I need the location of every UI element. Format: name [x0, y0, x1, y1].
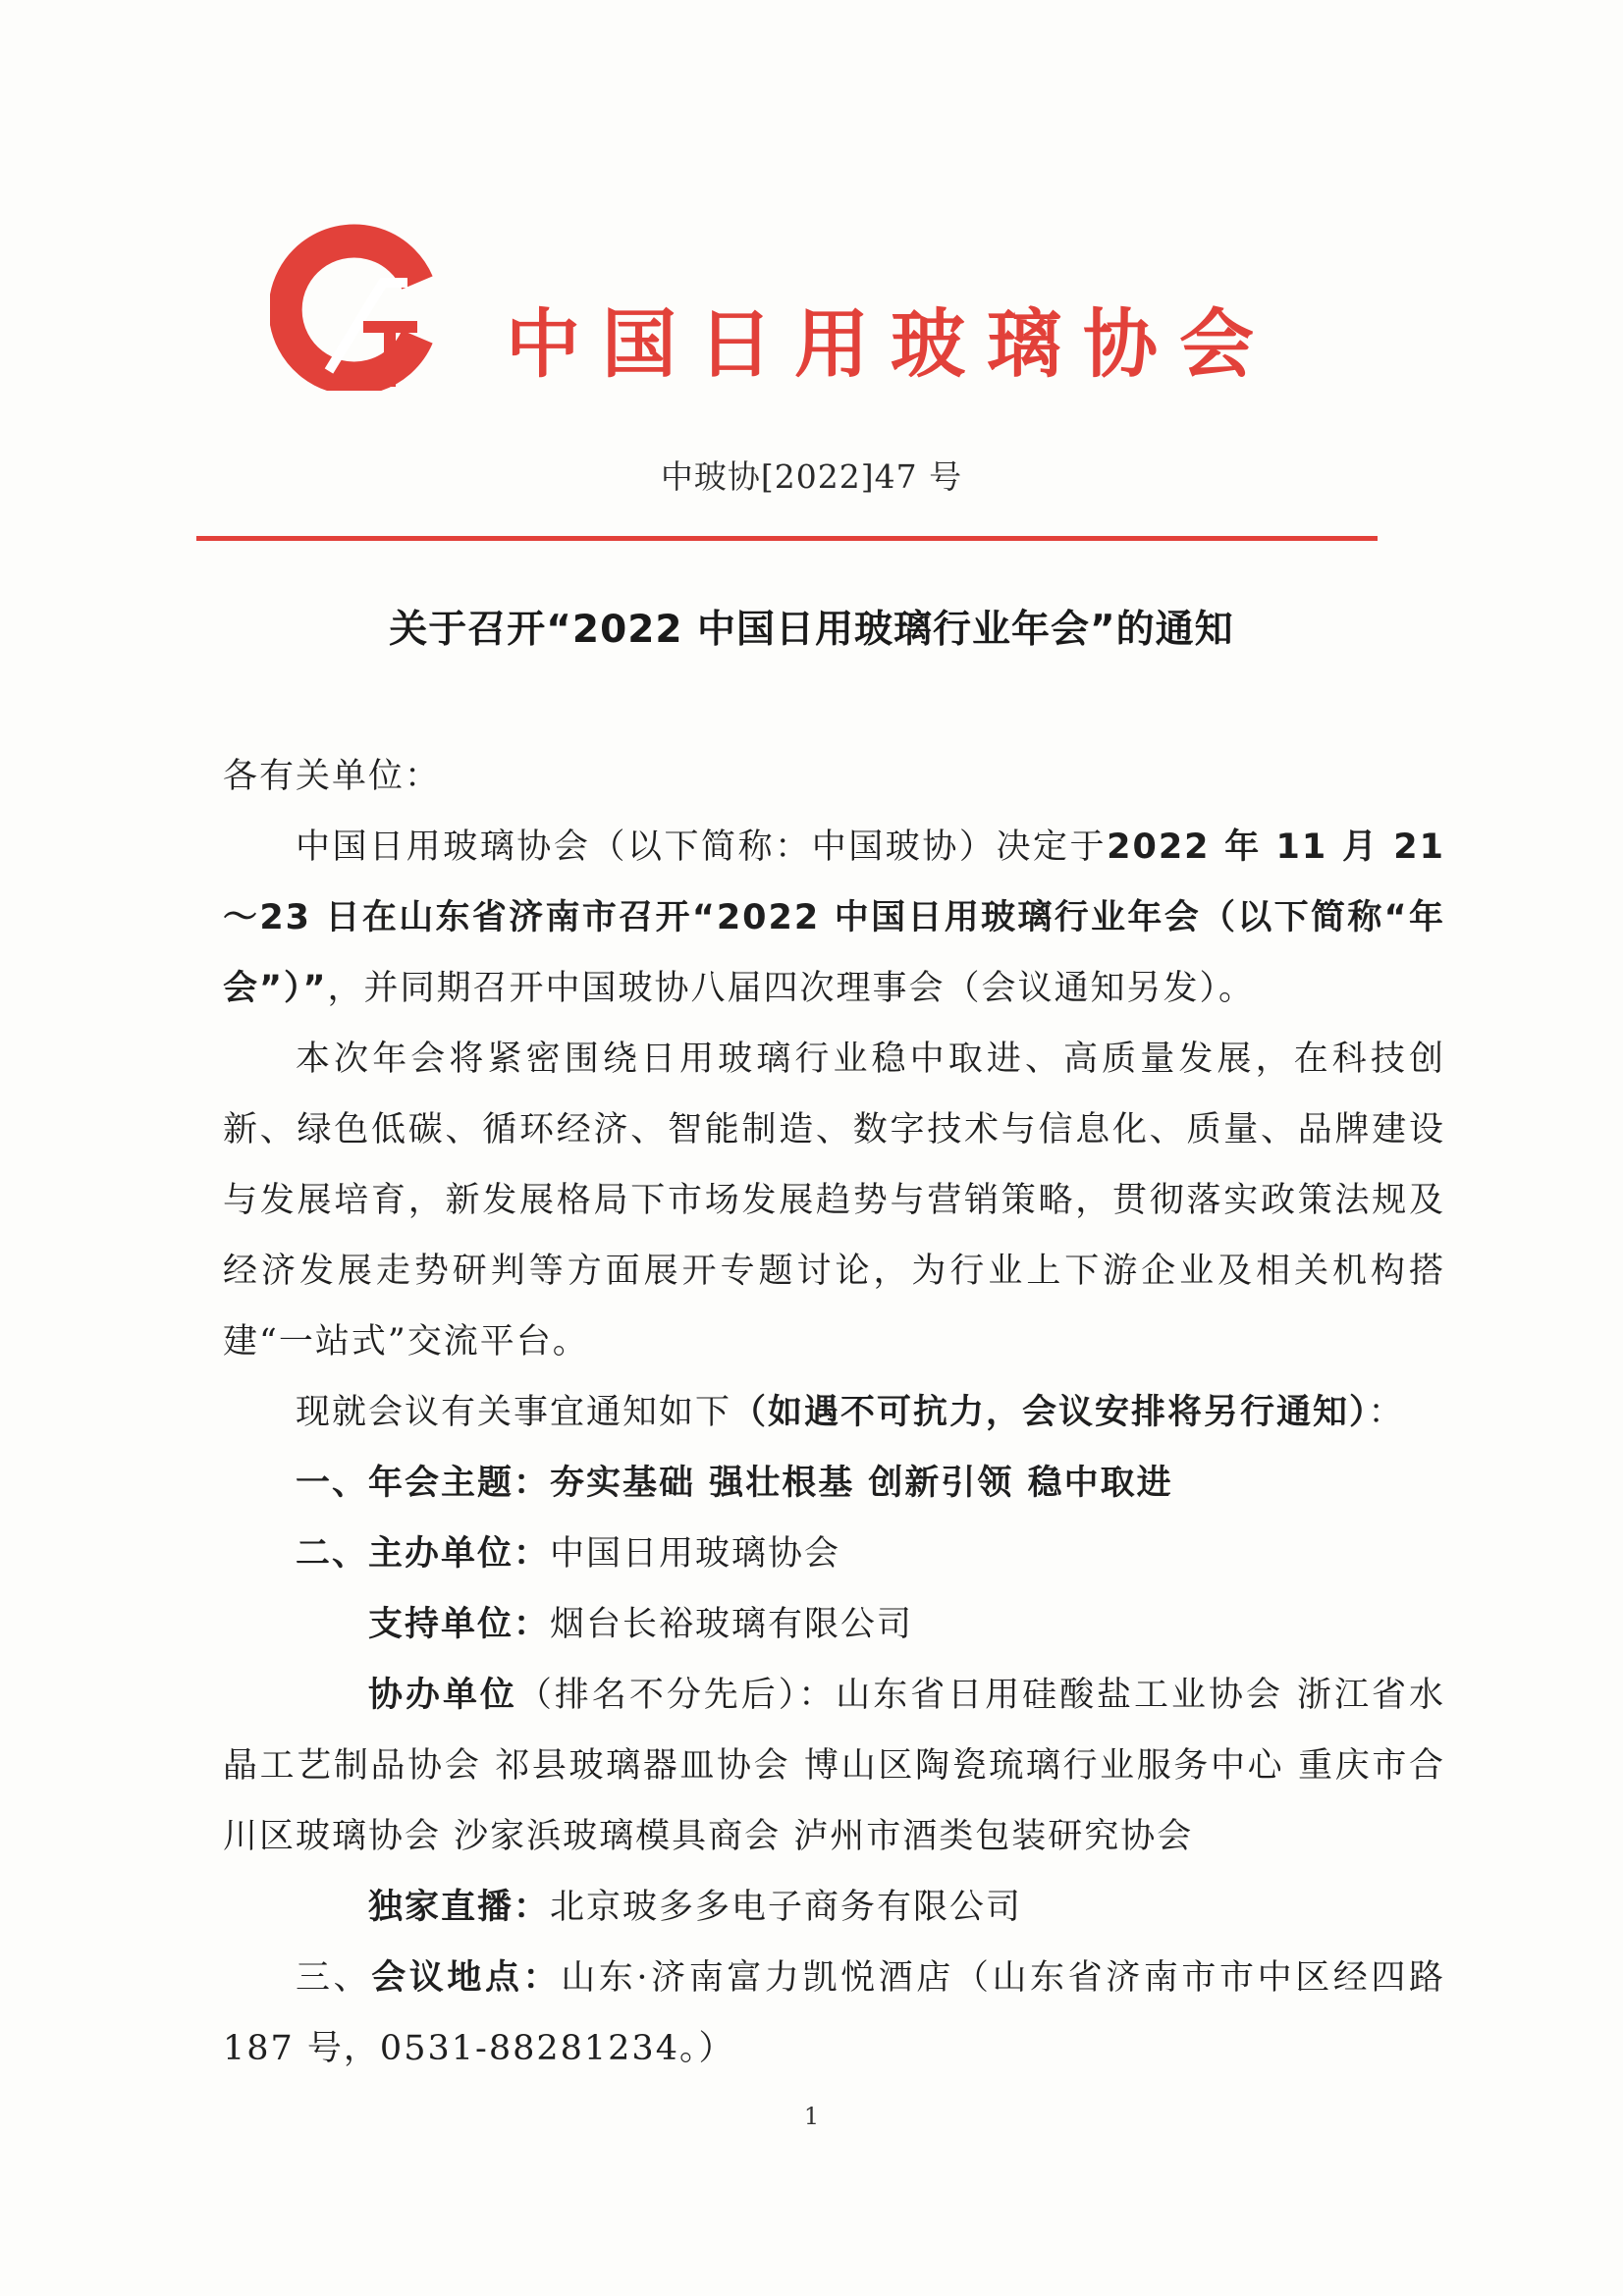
- live-value: 北京玻多多电子商务有限公司: [550, 1888, 1023, 1927]
- live-label: 独家直播：: [368, 1888, 551, 1927]
- organizer-value: 中国日用玻璃协会: [550, 1534, 841, 1574]
- venue-label-number: 三、: [296, 1958, 372, 1998]
- theme-label: 一、年会主题：: [296, 1464, 551, 1503]
- page-number: 1: [803, 2103, 820, 2130]
- section-co-organizers: [223, 1660, 1445, 1872]
- announcement-date-location: 2022 年 11 月 21～23 日在山东省济南市召开“2022 中国日用玻璃行业年会（以下简称“年会”）”: [223, 828, 1445, 1008]
- organization-name: 中国日用玻璃协会: [506, 300, 1275, 388]
- announcement-text-c: ，并同期召开中国玻协八届四次理事会（会议通知另发）。: [327, 969, 1256, 1008]
- notice-force-majeure: （如遇不可抗力，会议安排将另行通知）: [731, 1393, 1369, 1432]
- section-organizer: [223, 1519, 1445, 1589]
- red-divider: [196, 536, 1378, 541]
- document-number: 中玻协[2022]47 号: [660, 457, 963, 496]
- section-live: [223, 1872, 1445, 1943]
- notice-text-c: ：: [1368, 1393, 1405, 1432]
- paragraph-topics: 本次年会将紧密围绕日用玻璃行业稳中取进、高质量发展，在科技创新、绿色低碳、循环经济、智能制造、数字技术与信息化、质量、品牌建设与发展培育，新发展格局下市场发展趋势与营销策略，贯彻落实政策法规及经济发展走势研判等方面展开专题讨论，为行业上下游企业及相关机构搭建“一站式”交流平台。: [223, 1040, 1445, 1362]
- announcement-text-a: 中国日用玻璃协会（以下简称：中国玻协）决定于: [296, 828, 1108, 867]
- paragraph-announcement: [223, 812, 1445, 1024]
- notice-text-a: 现就会议有关事宜通知如下: [296, 1393, 732, 1432]
- section-support: [223, 1589, 1445, 1660]
- support-value: 烟台长裕玻璃有限公司: [550, 1605, 914, 1644]
- organizer-label: 二、主办单位：: [296, 1534, 551, 1574]
- venue-value: 山东·济南富力凯悦酒店（山东省济南市市中区经四路 187 号，0531-88281234。）: [223, 1958, 1445, 2068]
- document-title: 关于召开“2022 中国日用玻璃行业年会”的通知: [389, 608, 1234, 652]
- document-body: [223, 741, 1445, 2084]
- co-organizers-label: 协办单位: [368, 1676, 517, 1715]
- section-venue: [223, 1943, 1445, 2084]
- co-organizers-value: （排名不分先后）：山东省日用硅酸盐工业协会 浙江省水晶工艺制品协会 祁县玻璃器皿协会 博山区陶瓷琉璃行业服务中心 重庆市合川区玻璃协会 沙家浜玻璃模具商会 泸州市酒类包装研究协会: [223, 1676, 1445, 1856]
- paragraph-notice: [223, 1377, 1445, 1448]
- venue-label: 会议地点：: [371, 1958, 562, 1998]
- theme-value: 夯实基础 强壮根基 创新引领 稳中取进: [550, 1464, 1173, 1503]
- salutation: 各有关单位：: [223, 757, 442, 796]
- section-theme: [223, 1448, 1445, 1519]
- support-label: 支持单位：: [368, 1605, 551, 1644]
- association-logo: [270, 224, 437, 391]
